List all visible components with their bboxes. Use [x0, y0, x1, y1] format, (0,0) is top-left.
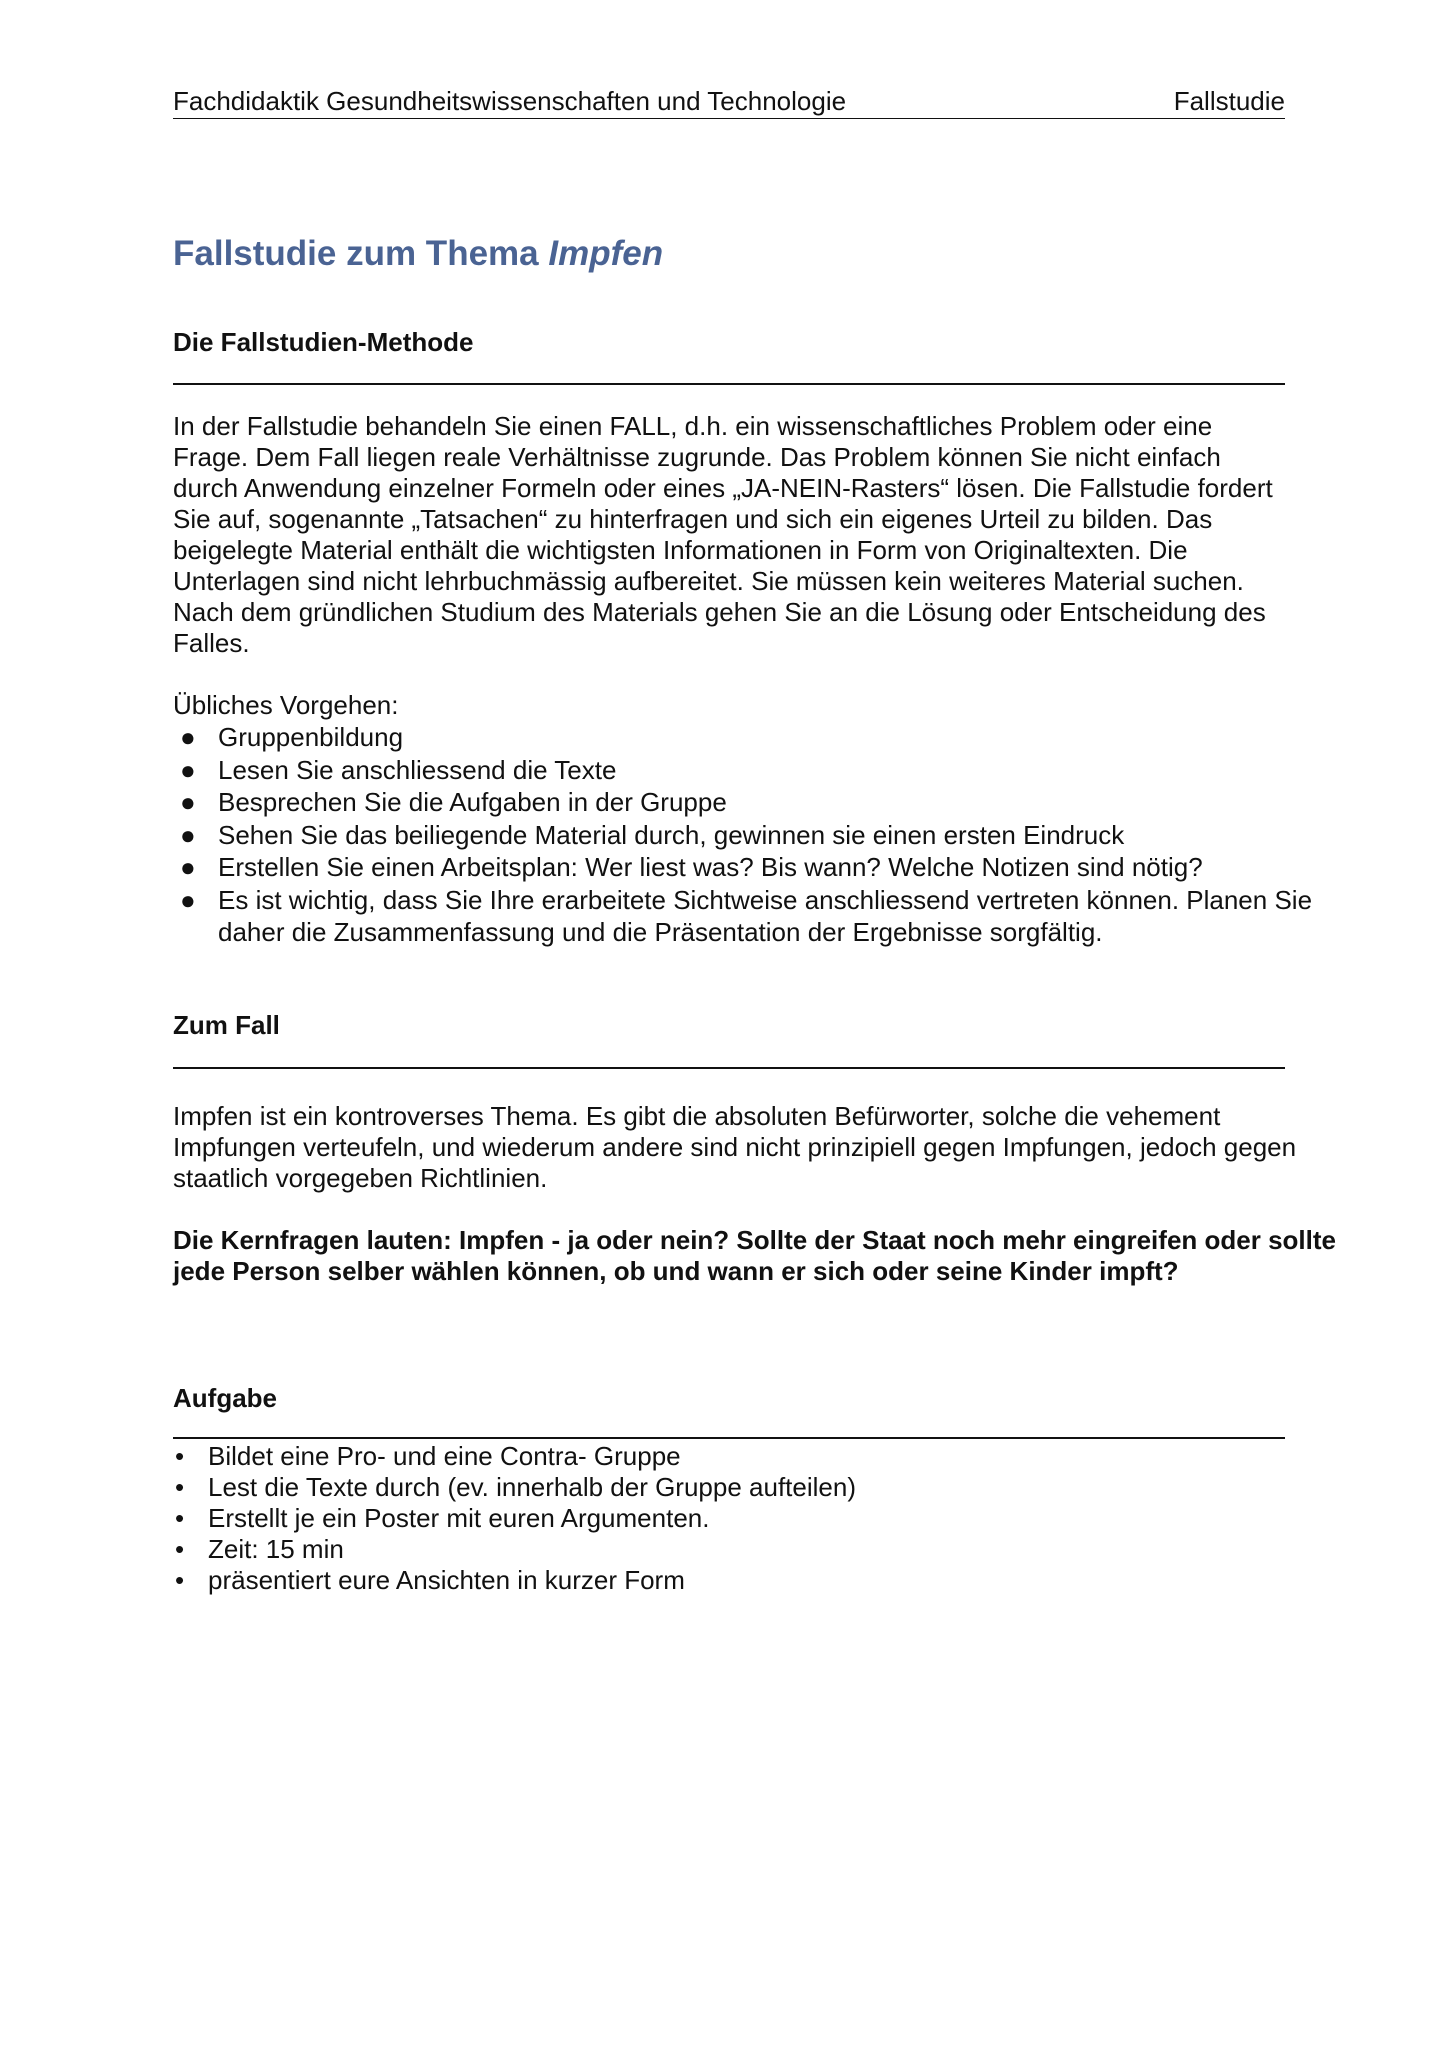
list-item: ● Lesen Sie anschliessend die Texte: [180, 754, 617, 785]
bullet-icon: ●: [180, 819, 196, 850]
section-rule-case: [173, 1067, 1285, 1069]
bullet-icon: ●: [180, 852, 196, 882]
list-item: ● Es ist wichtig, dass Sie Ihre erarbeitete Sichtweise anschliessend vertreten können. Planen Sie daher die Zusammenfassung und die Präsentation der Ergebnisse sorgfältig.: [180, 884, 1313, 947]
procedure-list: [173, 721, 1313, 949]
list-item: ● Sehen Sie das beiliegende Material durch, gewinnen sie einen ersten Eindruck: [180, 819, 1125, 850]
bullet-icon: ●: [180, 787, 196, 817]
bullet-icon: ●: [180, 884, 196, 915]
list-item: ● Erstellen Sie einen Arbeitsplan: Wer liest was? Bis wann? Welche Notizen sind nötig?: [180, 852, 1203, 882]
section-rule-method: [173, 383, 1285, 385]
running-header: [173, 84, 1285, 119]
list-item: • Zeit: 15 min: [175, 1534, 344, 1564]
list-item: • präsentiert eure Ansichten in kurzer Form: [175, 1565, 685, 1595]
procedure-label: Übliches Vorgehen:: [173, 690, 399, 720]
document-title: [173, 232, 663, 276]
list-item: ● Besprechen Sie die Aufgaben in der Gruppe: [180, 787, 727, 817]
case-paragraph: Impfen ist ein kontroverses Thema. Es gibt die absoluten Befürworter, solche die vehement Impfungen verteufeln, und wiederum andere sind nicht prinzipiell gegen Impfungen, jedoch gegen staatlich vorgegeben Richtlinien.: [173, 1101, 1297, 1193]
list-item: • Erstellt je ein Poster mit euren Argumenten.: [175, 1503, 710, 1533]
bullet-icon: •: [175, 1565, 185, 1595]
header-document-type: Fallstudie: [1173, 86, 1285, 116]
core-question: Die Kernfragen lauten: Impfen - ja oder nein? Sollte der Staat noch mehr eingreifen oder sollte jede Person selber wählen können, ob und wann er sich oder seine Kinder impft?: [173, 1225, 1336, 1286]
section-heading-task: Aufgabe: [173, 1383, 277, 1413]
section-heading-case: Zum Fall: [173, 1010, 280, 1040]
title-topic: Impfen: [548, 234, 664, 273]
list-item: • Lest die Texte durch (ev. innerhalb der Gruppe aufteilen): [175, 1472, 856, 1502]
section-heading-method: Die Fallstudien-Methode: [173, 327, 474, 357]
header-course-title: Fachdidaktik Gesundheitswissenschaften und Technologie: [173, 86, 847, 116]
bullet-icon: ●: [180, 722, 196, 752]
bullet-icon: ●: [180, 754, 196, 785]
bullet-icon: •: [175, 1503, 185, 1533]
task-list: [173, 1441, 1343, 1596]
bullet-icon: •: [175, 1472, 185, 1502]
list-item: ● Gruppenbildung: [180, 722, 404, 752]
title-prefix: Fallstudie zum Thema: [173, 234, 549, 273]
bullet-icon: •: [175, 1534, 185, 1564]
section-rule-task: [173, 1437, 1285, 1439]
list-item: • Bildet eine Pro- und eine Contra- Gruppe: [175, 1441, 681, 1471]
bullet-icon: •: [175, 1441, 185, 1471]
method-paragraph: In der Fallstudie behandeln Sie einen FALL, d.h. ein wissenschaftliches Problem oder eine Frage. Dem Fall liegen reale Verhältnisse zugrunde. Das Problem können Sie nicht einfach durch Anwendung einzelner Formeln oder eines „JA-NEIN-Rasters“ lösen. Die Fallstudie fordert Sie auf, sogenannte „Tatsachen“ zu hinterfragen und sich ein eigenes Urteil zu bilden. Das beigelegte Material enthält die wichtigsten Informationen in Form von Originaltexten. Die Unterlagen sind nicht lehrbuchmässig aufbereitet. Sie müssen kein weiteres Material suchen. Nach dem gründlichen Studium des Materials gehen Sie an die Lösung oder Entscheidung des Falles.: [173, 411, 1273, 658]
